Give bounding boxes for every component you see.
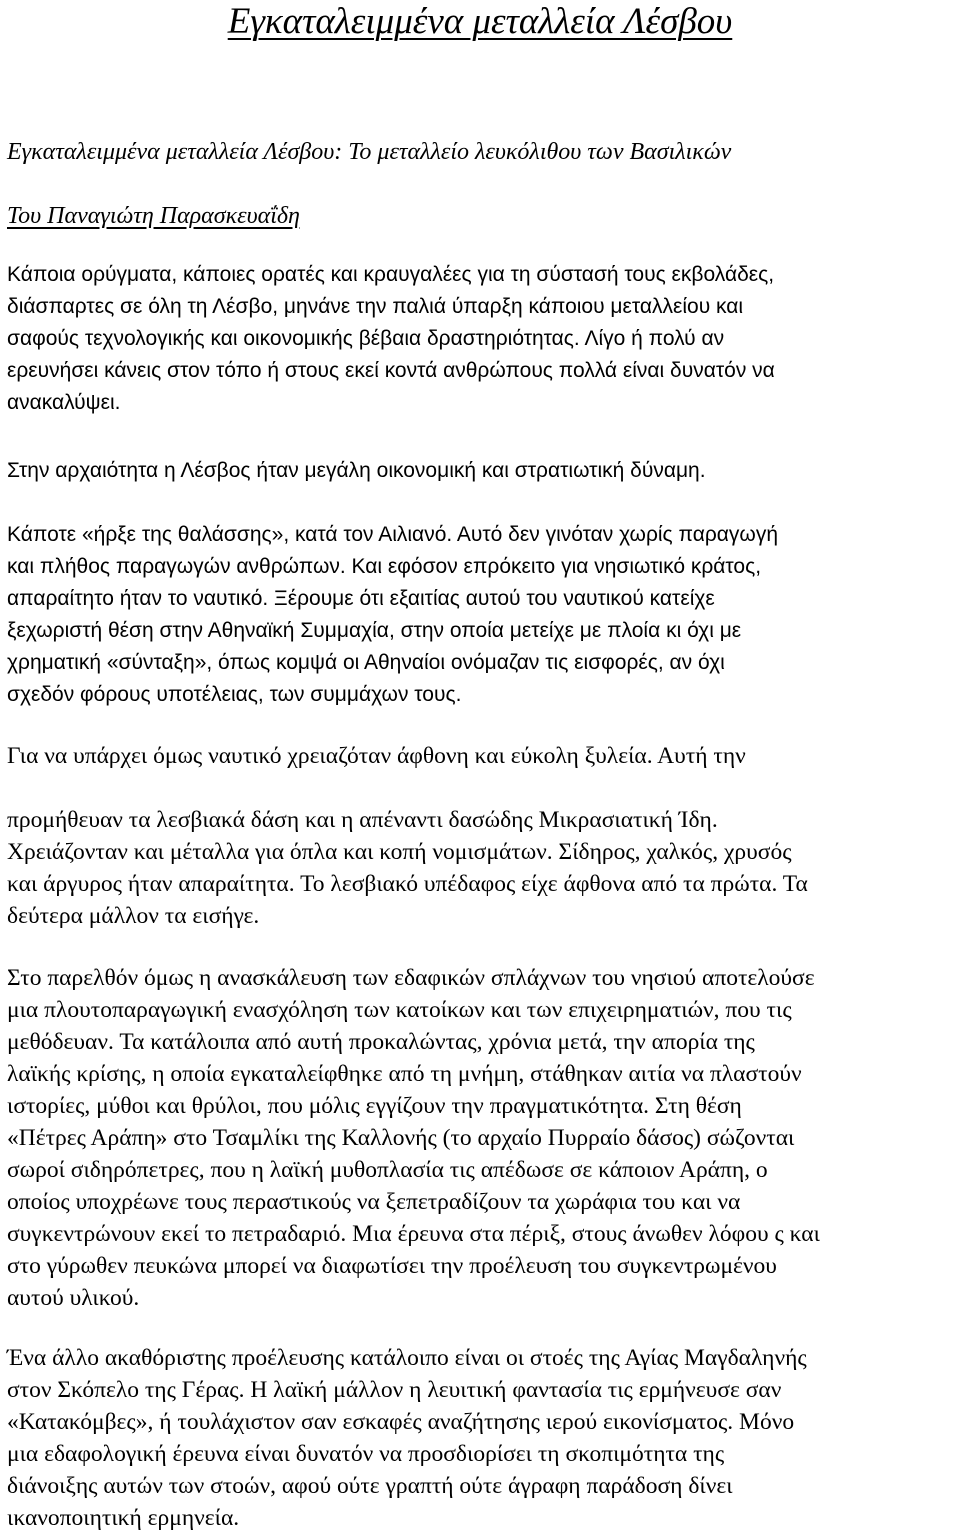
text-line: διάσπαρτες σε όλη τη Λέσβο, μηνάνε την παλιά ύπαρξη κάποιου μεταλλείου και <box>7 295 744 318</box>
text-line: συγκεντρώνουν εκεί το πετραδαριό. Μια έρευνα στα πέριξ, στους άνωθεν λόφου ς και <box>7 1221 820 1247</box>
document-title: Εγκαταλειμμένα μεταλλεία Λέσβου <box>227 1 733 42</box>
text-line: οποίος υποχρέωνε τους περαστικούς να ξεπετραδίζουν τα χωράφια του και να <box>7 1189 741 1215</box>
text-line: σαφούς τεχνολογικής και οικονομικής βέβαια δραστηριότητας. Λίγο ή πολύ αν <box>7 327 725 350</box>
text-line: προμήθευαν τα λεσβιακά δάση και η απέναντι δασώδης Μικρασιατική Ίδη. <box>7 807 718 833</box>
text-line: μια εδαφολογική έρευνα είναι δυνατόν να προσδιορίσει τη σκοπιμότητα της <box>7 1441 725 1467</box>
text-line: σωροί σιδηρόπετρες, που η λαϊκή μυθοπλασία τις απέδωσε σε κάποιον Αράπη, ο <box>7 1157 768 1183</box>
text-line: μια πλουτοπαραγωγική ενασχόληση των κατοίκων και των επιχειρηματιών, που τις <box>7 997 792 1023</box>
text-line: μεθόδευαν. Τα κατάλοιπα από αυτή προκαλώντας, χρόνια μετά, την απορία της <box>7 1029 755 1055</box>
text-line: ιστορίες, μύθοι και θρύλοι, που μόλις εγγίζουν την πραγματικότητα. Στη θέση <box>7 1093 742 1119</box>
text-line: αυτού υλικού. <box>7 1285 140 1311</box>
text-line: Στην αρχαιότητα η Λέσβος ήταν μεγάλη οικονομική και στρατιωτική δύναμη. <box>7 459 706 482</box>
paragraph-mining-past <box>7 962 953 1314</box>
paragraph-galleries <box>7 1342 953 1534</box>
text-line: Κάποια ορύγματα, κάποιες ορατές και κραυγαλέες για τη σύστασή τους εκβολάδες, <box>7 263 775 286</box>
text-line: διάνοιξης αυτών των στοών, αφού ούτε γραπτή ούτε άγραφη παράδοση δίνει <box>7 1473 733 1499</box>
paragraph-naval-power <box>7 519 953 711</box>
text-line: ικανοποιητική ερμηνεία. <box>7 1505 240 1531</box>
text-line: Χρειάζονταν και μέταλλα για όπλα και κοπή νομισμάτων. Σίδηρος, χαλκός, χρυσός <box>7 839 792 865</box>
text-line: και πλήθος παραγωγών ανθρώπων. Και εφόσον επρόκειτο για νησιωτικό κράτος, <box>7 555 762 578</box>
text-line: Ένα άλλο ακαθόριστης προέλευσης κατάλοιπο είναι οι στοές της Αγίας Μαγδαληνής <box>7 1345 807 1371</box>
paragraph-intro <box>7 259 953 419</box>
paragraph-metals <box>7 804 953 932</box>
text-line: στο γύρωθεν πευκώνα μπορεί να διαφωτίσει την προέλευση του συγκεντρωμένου <box>7 1253 777 1279</box>
text-line: ανακαλύψει. <box>7 391 121 414</box>
text-line: απαραίτητο ήταν το ναυτικό. Ξέρουμε ότι εξαιτίας αυτού του ναυτικού κατείχε <box>7 587 715 610</box>
text-line: Κάποτε «ήρξε της θαλάσσης», κατά τον Αιλιανό. Αυτό δεν γινόταν χωρίς παραγωγή <box>7 523 779 546</box>
text-line: και άργυρος ήταν απαραίτητα. Το λεσβιακό υπέδαφος είχε άφθονα από τα πρώτα. Τα <box>7 871 808 897</box>
paragraph-antiquity <box>7 455 953 487</box>
text-line: Για να υπάρχει όμως ναυτικό χρειαζόταν άφθονη και εύκολη ξυλεία. Αυτή την <box>7 743 746 769</box>
text-line: ερευνήσει κάνεις στον τόπο ή στους εκεί κοντά ανθρώπους πολλά είναι δυνατόν να <box>7 359 775 382</box>
text-line: «Κατακόμβες», ή τουλάχιστον σαν εσκαφές αναζήτησης ιερού εικονίσματος. Μόνο <box>7 1409 795 1435</box>
text-line: χρηματική «σύνταξη», όπως κομψά οι Αθηναίοι ονόμαζαν τις εισφορές, αν όχι <box>7 651 725 674</box>
author-byline: Του Παναγιώτη Παρασκευαΐδη <box>7 203 300 229</box>
paragraph-timber <box>7 740 953 772</box>
text-line: «Πέτρες Αράπη» στο Τσαμλίκι της Καλλονής (το αρχαίο Πυρραίο δάσος) σώζονται <box>7 1125 795 1151</box>
text-line: δεύτερα μάλλον τα εισήγε. <box>7 903 260 929</box>
text-line: στον Σκόπελο της Γέρας. Η λαϊκή μάλλον η λευιτική φαντασία τις ερμήνευσε σαν <box>7 1377 782 1403</box>
document-subtitle: Εγκαταλειμμένα μεταλλεία Λέσβου: Το μεταλλείο λευκόλιθου των Βασιλικών <box>7 139 732 165</box>
text-line: Στο παρελθόν όμως η ανασκάλευση των εδαφικών σπλάχνων του νησιού αποτελούσε <box>7 965 815 991</box>
text-line: ξεχωριστή θέση στην Αθηναϊκή Συμμαχία, στην οποία μετείχε με πλοία κι όχι με <box>7 619 742 642</box>
text-line: λαϊκής κρίσης, η οποία εγκαταλείφθηκε από τη μνήμη, στάθηκαν αιτία να πλαστούν <box>7 1061 802 1087</box>
text-line: σχεδόν φόρους υποτέλειας, των συμμάχων τους. <box>7 683 462 706</box>
